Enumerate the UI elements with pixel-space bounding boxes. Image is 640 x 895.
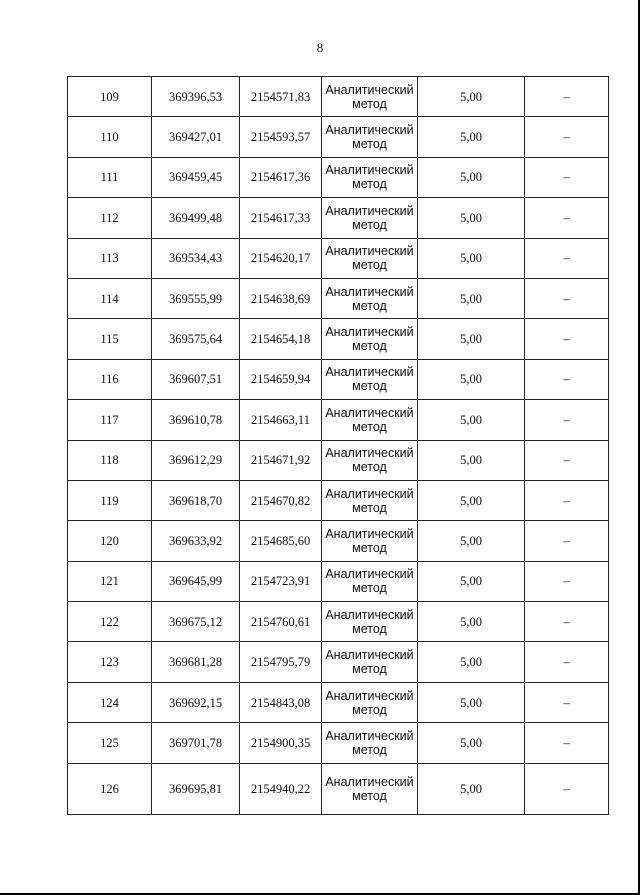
- point-number-cell: 118: [68, 440, 152, 480]
- note-cell: –: [525, 359, 609, 399]
- precision-cell: 5,00: [418, 521, 525, 561]
- x-coordinate-cell: 369701,78: [152, 723, 240, 763]
- x-coordinate-cell: 369534,43: [152, 238, 240, 278]
- note-cell: –: [525, 440, 609, 480]
- method-line-1: Аналитический: [325, 82, 414, 97]
- point-number-cell: 125: [68, 723, 152, 763]
- table-row: [68, 319, 609, 359]
- table-row: [68, 359, 609, 399]
- table-row: [68, 521, 609, 561]
- method-line-1: Аналитический: [325, 123, 414, 138]
- method-line-1: Аналитический: [325, 688, 414, 703]
- method-cell: [322, 521, 418, 561]
- method-line-2: метод: [352, 379, 387, 394]
- x-coordinate-cell: 369675,12: [152, 602, 240, 642]
- method-line-2: метод: [352, 742, 387, 757]
- table-row: [68, 278, 609, 318]
- method-line-1: Аналитический: [325, 526, 414, 541]
- method-cell: [322, 723, 418, 763]
- note-cell: –: [525, 682, 609, 722]
- point-number-cell: 120: [68, 521, 152, 561]
- y-coordinate-cell: 2154654,18: [240, 319, 322, 359]
- y-coordinate-cell: 2154617,36: [240, 157, 322, 197]
- note-cell: –: [525, 278, 609, 318]
- precision-cell: 5,00: [418, 400, 525, 440]
- table-row: [68, 642, 609, 682]
- precision-cell: 5,00: [418, 319, 525, 359]
- table-row: [68, 602, 609, 642]
- y-coordinate-cell: 2154617,33: [240, 198, 322, 238]
- precision-cell: 5,00: [418, 561, 525, 601]
- table-body: [68, 77, 609, 815]
- method-line-2: метод: [352, 460, 387, 475]
- y-coordinate-cell: 2154638,69: [240, 278, 322, 318]
- note-cell: –: [525, 400, 609, 440]
- y-coordinate-cell: 2154795,79: [240, 642, 322, 682]
- method-line-2: метод: [352, 177, 387, 192]
- note-cell: –: [525, 319, 609, 359]
- method-line-2: метод: [352, 96, 387, 111]
- page-number: 8: [316, 40, 324, 55]
- x-coordinate-cell: 369610,78: [152, 400, 240, 440]
- table-row: [68, 77, 609, 117]
- precision-cell: 5,00: [418, 682, 525, 722]
- precision-cell: 5,00: [418, 359, 525, 399]
- method-line-2: метод: [352, 662, 387, 677]
- note-cell: –: [525, 480, 609, 520]
- precision-cell: 5,00: [418, 763, 525, 814]
- note-cell: –: [525, 602, 609, 642]
- method-cell: [322, 763, 418, 814]
- table-row: [68, 440, 609, 480]
- table-row: [68, 198, 609, 238]
- coordinates-table: [67, 76, 609, 815]
- note-cell: –: [525, 521, 609, 561]
- point-number-cell: 115: [68, 319, 152, 359]
- method-line-2: метод: [352, 217, 387, 232]
- y-coordinate-cell: 2154685,60: [240, 521, 322, 561]
- point-number-cell: 119: [68, 480, 152, 520]
- method-line-1: Аналитический: [325, 607, 414, 622]
- note-cell: –: [525, 198, 609, 238]
- point-number-cell: 117: [68, 400, 152, 440]
- x-coordinate-cell: 369459,45: [152, 157, 240, 197]
- method-line-2: метод: [352, 500, 387, 515]
- method-line-1: Аналитический: [325, 648, 414, 663]
- y-coordinate-cell: 2154593,57: [240, 117, 322, 157]
- precision-cell: 5,00: [418, 157, 525, 197]
- method-cell: [322, 561, 418, 601]
- method-cell: [322, 157, 418, 197]
- method-line-1: Аналитический: [325, 244, 414, 259]
- method-line-2: метод: [352, 339, 387, 354]
- method-cell: [322, 359, 418, 399]
- precision-cell: 5,00: [418, 278, 525, 318]
- method-cell: [322, 278, 418, 318]
- method-line-1: Аналитический: [325, 365, 414, 380]
- point-number-cell: 124: [68, 682, 152, 722]
- precision-cell: 5,00: [418, 440, 525, 480]
- precision-cell: 5,00: [418, 238, 525, 278]
- method-cell: [322, 400, 418, 440]
- method-line-2: метод: [352, 137, 387, 152]
- method-cell: [322, 238, 418, 278]
- note-cell: –: [525, 763, 609, 814]
- precision-cell: 5,00: [418, 480, 525, 520]
- method-line-1: Аналитический: [325, 284, 414, 299]
- note-cell: –: [525, 77, 609, 117]
- point-number-cell: 116: [68, 359, 152, 399]
- y-coordinate-cell: 2154760,61: [240, 602, 322, 642]
- method-line-1: Аналитический: [325, 486, 414, 501]
- method-line-2: метод: [352, 419, 387, 434]
- table-row: [68, 682, 609, 722]
- method-line-1: Аналитический: [325, 728, 414, 743]
- method-cell: [322, 319, 418, 359]
- method-line-1: Аналитический: [325, 203, 414, 218]
- note-cell: –: [525, 561, 609, 601]
- y-coordinate-cell: 2154620,17: [240, 238, 322, 278]
- table-row: [68, 400, 609, 440]
- method-line-2: метод: [352, 540, 387, 555]
- x-coordinate-cell: 369633,92: [152, 521, 240, 561]
- y-coordinate-cell: 2154571,83: [240, 77, 322, 117]
- note-cell: –: [525, 117, 609, 157]
- x-coordinate-cell: 369575,64: [152, 319, 240, 359]
- method-cell: [322, 602, 418, 642]
- table-row: [68, 480, 609, 520]
- y-coordinate-cell: 2154940,22: [240, 763, 322, 814]
- note-cell: –: [525, 238, 609, 278]
- precision-cell: 5,00: [418, 602, 525, 642]
- point-number-cell: 121: [68, 561, 152, 601]
- precision-cell: 5,00: [418, 642, 525, 682]
- method-line-1: Аналитический: [325, 163, 414, 178]
- note-cell: –: [525, 157, 609, 197]
- note-cell: –: [525, 642, 609, 682]
- method-line-2: метод: [352, 702, 387, 717]
- point-number-cell: 123: [68, 642, 152, 682]
- table-row: [68, 561, 609, 601]
- x-coordinate-cell: 369612,29: [152, 440, 240, 480]
- point-number-cell: 114: [68, 278, 152, 318]
- precision-cell: 5,00: [418, 117, 525, 157]
- x-coordinate-cell: 369618,70: [152, 480, 240, 520]
- precision-cell: 5,00: [418, 198, 525, 238]
- table-row: [68, 723, 609, 763]
- y-coordinate-cell: 2154663,11: [240, 400, 322, 440]
- y-coordinate-cell: 2154670,82: [240, 480, 322, 520]
- x-coordinate-cell: 369695,81: [152, 763, 240, 814]
- point-number-cell: 113: [68, 238, 152, 278]
- note-cell: –: [525, 723, 609, 763]
- method-cell: [322, 117, 418, 157]
- x-coordinate-cell: 369396,53: [152, 77, 240, 117]
- method-line-2: метод: [352, 621, 387, 636]
- x-coordinate-cell: 369427,01: [152, 117, 240, 157]
- method-cell: [322, 682, 418, 722]
- method-line-1: Аналитический: [325, 405, 414, 420]
- y-coordinate-cell: 2154659,94: [240, 359, 322, 399]
- table-row: [68, 157, 609, 197]
- method-cell: [322, 440, 418, 480]
- method-line-1: Аналитический: [325, 567, 414, 582]
- method-line-2: метод: [352, 258, 387, 273]
- point-number-cell: 111: [68, 157, 152, 197]
- x-coordinate-cell: 369692,15: [152, 682, 240, 722]
- method-line-2: метод: [352, 581, 387, 596]
- precision-cell: 5,00: [418, 723, 525, 763]
- y-coordinate-cell: 2154843,08: [240, 682, 322, 722]
- method-cell: [322, 77, 418, 117]
- table-row: [68, 117, 609, 157]
- table-row: [68, 763, 609, 814]
- y-coordinate-cell: 2154900,35: [240, 723, 322, 763]
- y-coordinate-cell: 2154723,91: [240, 561, 322, 601]
- point-number-cell: 109: [68, 77, 152, 117]
- x-coordinate-cell: 369555,99: [152, 278, 240, 318]
- method-cell: [322, 480, 418, 520]
- x-coordinate-cell: 369607,51: [152, 359, 240, 399]
- method-line-2: метод: [352, 788, 387, 803]
- method-line-1: Аналитический: [325, 774, 414, 789]
- x-coordinate-cell: 369645,99: [152, 561, 240, 601]
- x-coordinate-cell: 369681,28: [152, 642, 240, 682]
- method-cell: [322, 198, 418, 238]
- point-number-cell: 110: [68, 117, 152, 157]
- method-line-1: Аналитический: [325, 446, 414, 461]
- method-cell: [322, 642, 418, 682]
- y-coordinate-cell: 2154671,92: [240, 440, 322, 480]
- table-row: [68, 238, 609, 278]
- precision-cell: 5,00: [418, 77, 525, 117]
- point-number-cell: 122: [68, 602, 152, 642]
- point-number-cell: 112: [68, 198, 152, 238]
- method-line-1: Аналитический: [325, 325, 414, 340]
- x-coordinate-cell: 369499,48: [152, 198, 240, 238]
- method-line-2: метод: [352, 298, 387, 313]
- point-number-cell: 126: [68, 763, 152, 814]
